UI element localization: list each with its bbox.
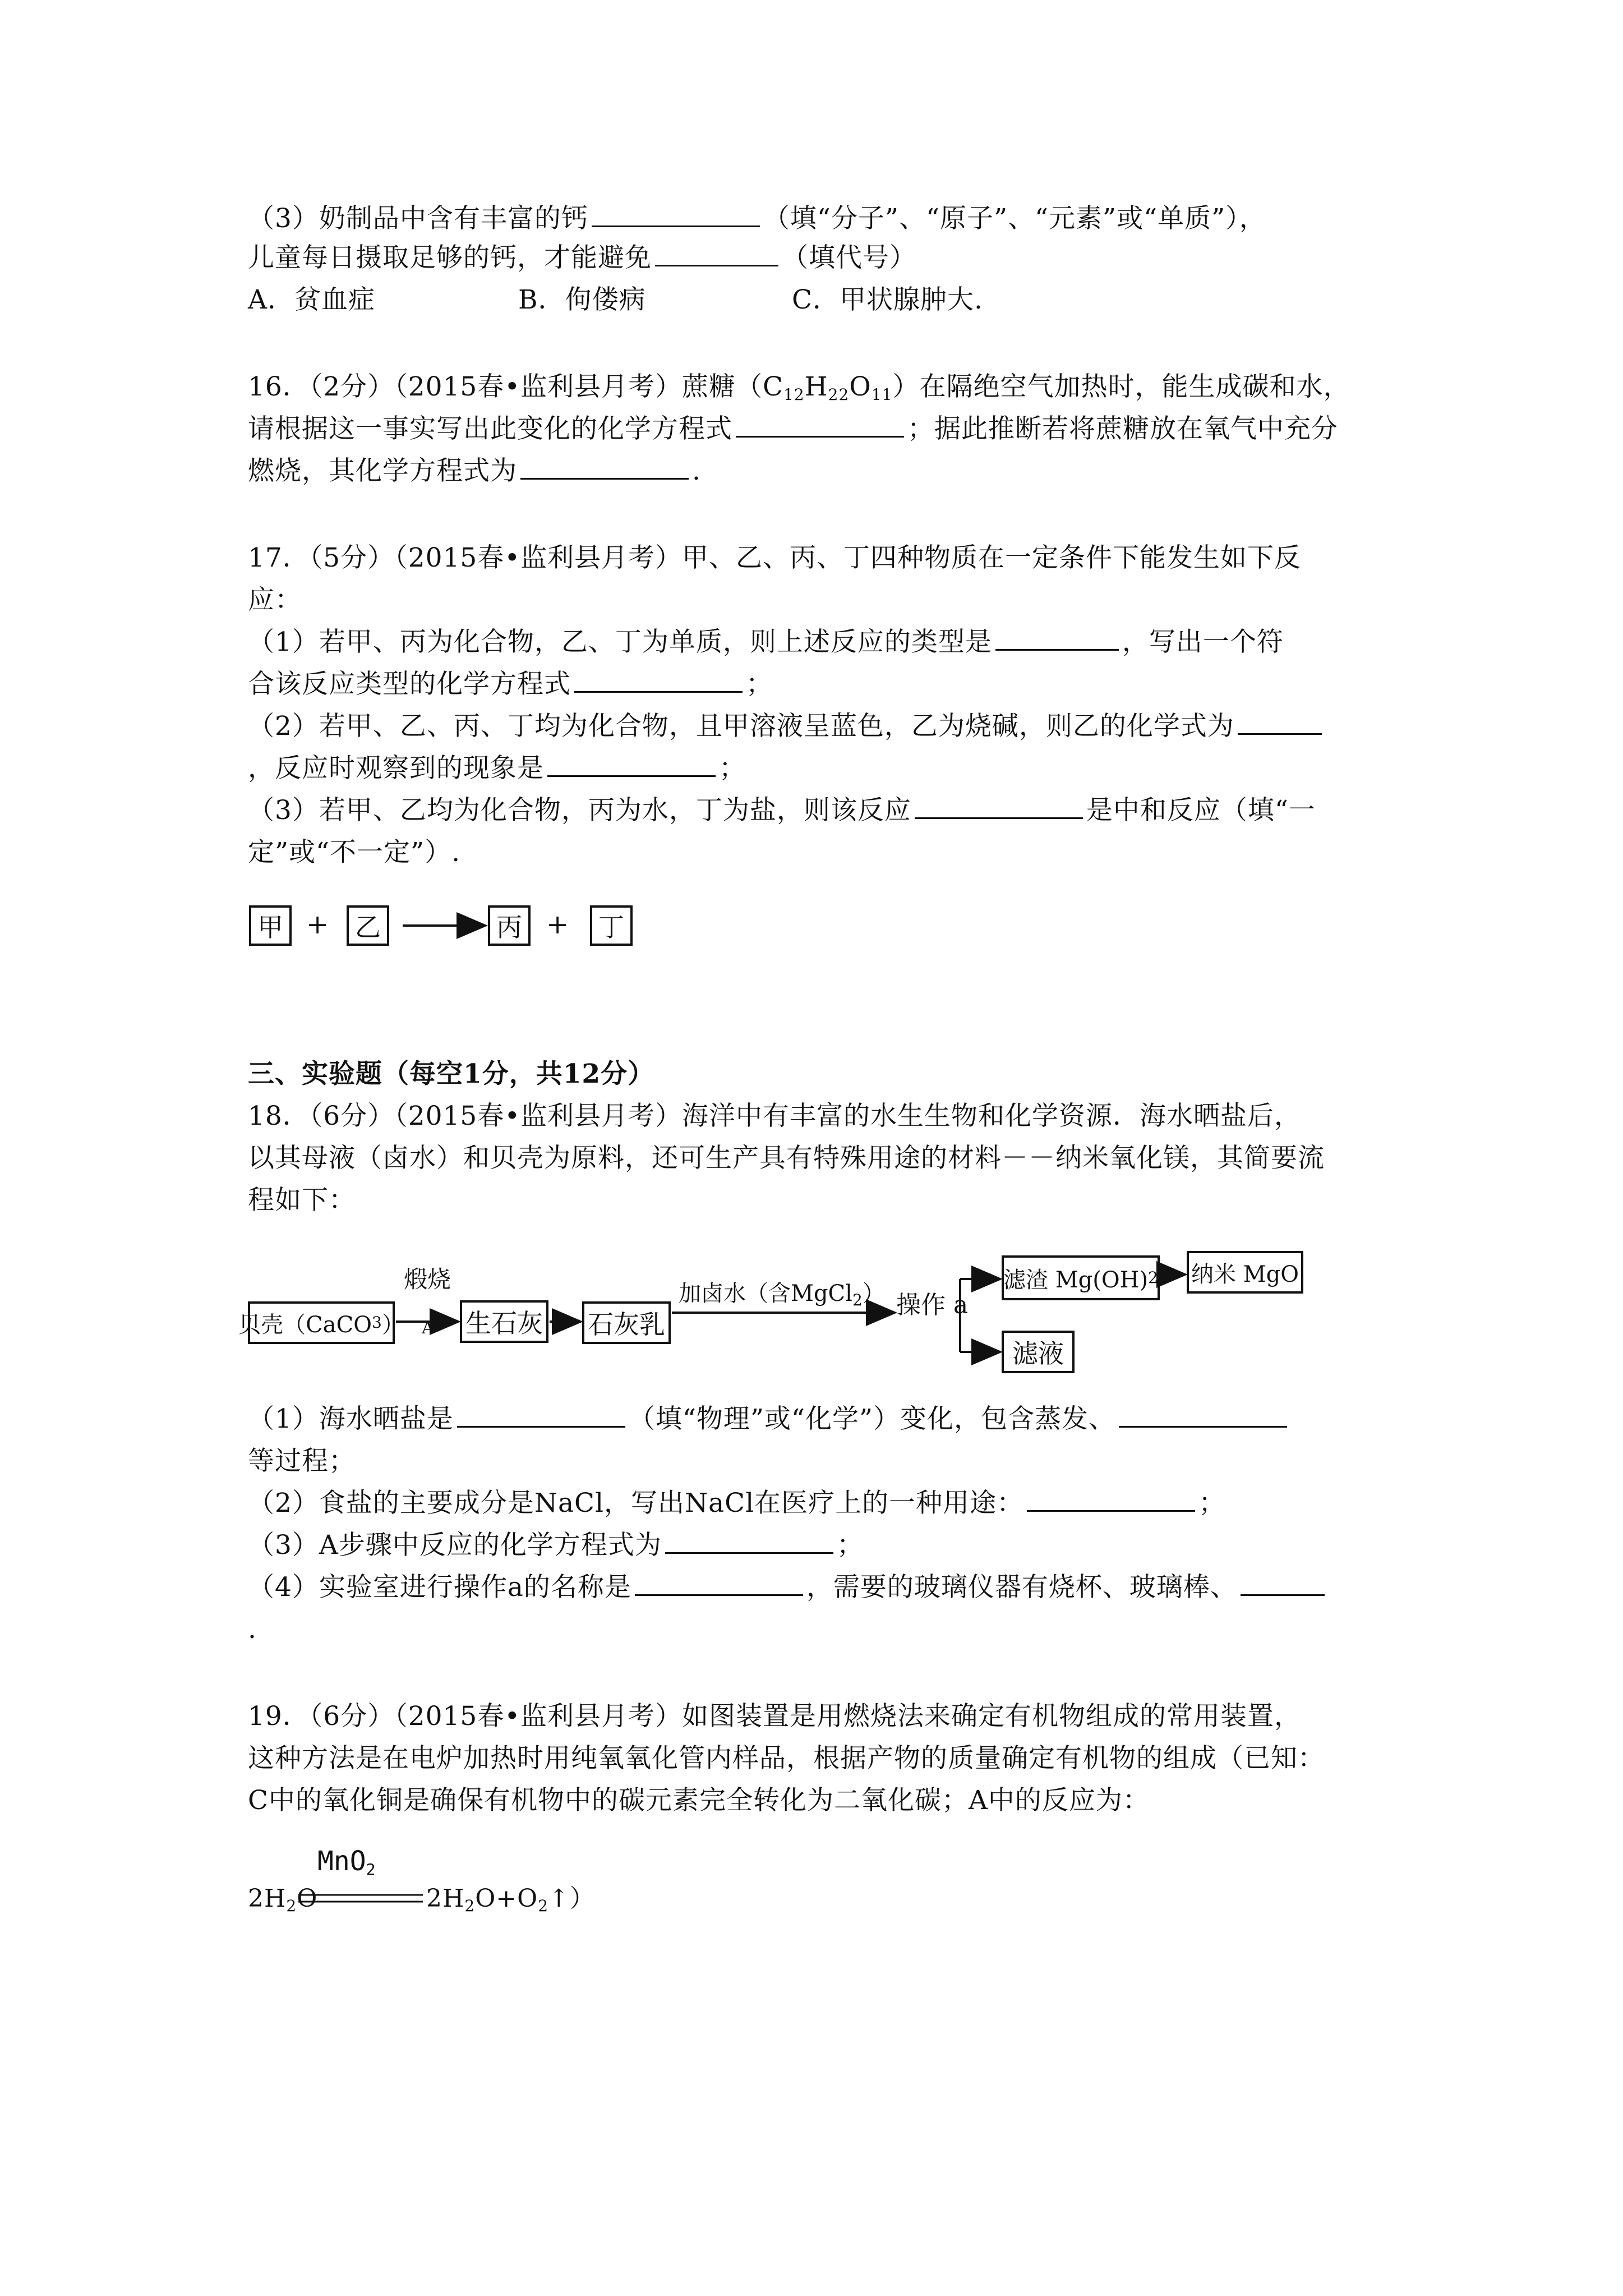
q17-text: ；: [746, 669, 773, 700]
answer-blank[interactable]: [1027, 1488, 1195, 1512]
q17-text: （1）若甲、丙为化合物，乙、丁为单质，则上述反应的类型是: [248, 627, 992, 657]
q16-text: ；据此推断若将蔗糖放在氧气中充分: [907, 413, 1338, 444]
answer-blank[interactable]: [665, 1530, 833, 1554]
box-label: 丁: [598, 912, 624, 942]
q18-text: ；: [836, 1530, 864, 1561]
q18-part4-end: .: [248, 1614, 257, 1645]
box-label: 生石灰: [465, 1308, 543, 1338]
q18-text: ，需要的玻璃仪器有烧杯、玻璃棒、: [806, 1572, 1237, 1603]
q15-text: （填代号）: [782, 242, 916, 273]
q18-text: （3）A步骤中反应的化学方程式为: [248, 1530, 662, 1561]
subscript: 12: [783, 385, 805, 404]
box-label: 丙: [496, 912, 522, 942]
answer-blank[interactable]: [1241, 1572, 1325, 1596]
q19-line3: C中的氧化铜是确保有机物中的碳元素完全转化为二氧化碳；A中的反应为：: [248, 1785, 1150, 1816]
equation-text: O+O: [475, 1884, 538, 1913]
option-c: C．甲状腺肿大.: [792, 284, 983, 315]
box-label: 乙: [355, 912, 381, 942]
q16-text: 燃烧，其化学方程式为: [248, 455, 517, 486]
subscript: 2: [852, 1291, 863, 1309]
q18-text: （4）实验室进行操作a的名称是: [248, 1572, 631, 1603]
q16-text: O: [849, 371, 872, 402]
q17-text: ，反应时观察到的现象是: [248, 753, 544, 784]
answer-blank[interactable]: [635, 1572, 803, 1596]
q16-text: .: [692, 455, 701, 486]
q16-text: H: [804, 371, 828, 402]
q17-line8: 定”或“不一定”）.: [248, 837, 461, 868]
q18-part1-line1: [248, 1402, 1290, 1436]
equation-text: O: [297, 1884, 318, 1913]
answer-blank[interactable]: [457, 1404, 625, 1428]
subscript: 2: [286, 1897, 297, 1915]
q17-text: ，写出一个符: [1122, 627, 1284, 657]
q18-part4: [248, 1571, 1328, 1604]
q17-text: 是中和反应（填“一: [1086, 795, 1316, 826]
q18-text: （2）食盐的主要成分是NaCl，写出NaCl在医疗上的一种用途：: [248, 1488, 1024, 1519]
shell-box: 贝壳（CaCO 3 ）: [248, 1301, 395, 1344]
q18-text: （填“物理”或“化学”）变化，包含蒸发、: [628, 1404, 1116, 1434]
q15-text: （3）奶制品中含有丰富的钙: [248, 203, 588, 234]
box-label: ）: [381, 1312, 404, 1338]
equation-text: 2H: [426, 1884, 465, 1913]
subscript: 22: [828, 385, 850, 404]
q16-text: 16．（2分）（2015春•监利县月考）蔗糖（C: [248, 371, 784, 402]
box-label: 甲: [257, 912, 283, 942]
subscript: 2: [366, 1860, 376, 1879]
equation-left: [248, 1882, 317, 1916]
q18-line2: 以其母液（卤水）和贝壳为原料，还可生产具有特殊用途的材料－－纳米氧化镁，其简要流: [248, 1143, 1325, 1174]
q17-text: （3）若甲、乙均为化合物，丙为水，丁为盐，则该反应: [248, 795, 911, 826]
q18-part3: [248, 1529, 864, 1562]
q18-part1-line2: 等过程；: [248, 1446, 356, 1476]
subscript: 2: [464, 1897, 476, 1915]
q16-text: ）在隔绝空气加热时，能生成碳和水，: [892, 371, 1350, 402]
q17-line2: 应：: [248, 585, 302, 615]
brine-text: ）: [862, 1281, 885, 1306]
equation-text: 2H: [248, 1884, 287, 1913]
plus-sign: +: [546, 909, 569, 940]
catalyst-text: MnO: [317, 1846, 366, 1877]
box-label: 贝壳（CaCO: [238, 1312, 372, 1338]
answer-blank[interactable]: [1119, 1404, 1287, 1428]
q15-text: （填“分子”、“原子”、“元素”或“单质”），: [763, 203, 1266, 234]
q18-part2: [248, 1487, 1225, 1520]
q18-line1: 18．（6分）（2015春•监利县月考）海洋中有丰富的水生生物和化学资源．海水晒盐后，: [248, 1101, 1302, 1131]
equation-text: ↑）: [548, 1884, 595, 1913]
option-a: A．贫血症: [248, 284, 375, 315]
q18-text: ；: [1198, 1488, 1226, 1519]
q18-text: （1）海水晒盐是: [248, 1404, 454, 1434]
q16-text: 请根据这一事实写出此变化的化学方程式: [248, 413, 732, 444]
q17-text: （2）若甲、乙、丙、丁均为化合物，且甲溶液呈蓝色，乙为烧碱，则乙的化学式为: [248, 711, 1234, 742]
q19-line1: 19．（6分）（2015春•监利县月考）如图装置是用燃烧法来确定有机物组成的常用装置，: [248, 1701, 1302, 1732]
step-a-label: A: [422, 1318, 434, 1338]
q17-text: ；: [719, 753, 746, 784]
q15-text: 儿童每日摄取足够的钙，才能避免: [248, 242, 652, 273]
box-label: 滤渣 Mg(OH): [1003, 1267, 1149, 1293]
subscript: 2: [538, 1897, 549, 1915]
box-label: 纳米 MgO: [1191, 1261, 1299, 1287]
q19-line2: 这种方法是在电炉加热时用纯氧氧化管内样品，根据产物的质量确定有机物的组成（已知：: [248, 1743, 1325, 1774]
residue-box: 滤渣 Mg(OH) 2: [1002, 1255, 1160, 1300]
subscript: 11: [871, 385, 893, 404]
catalyst-label: [317, 1846, 376, 1877]
plus-sign: +: [306, 909, 329, 940]
operation-a-label: 操作 a: [896, 1291, 969, 1319]
calcine-label: 煅烧: [404, 1266, 451, 1293]
q17-line1: 17．（5分）（2015春•监利县月考）甲、乙、丙、丁四种物质在一定条件下能发生如下反: [248, 542, 1302, 573]
equation-right: [426, 1882, 595, 1916]
option-b: B．佝偻病: [518, 284, 646, 315]
box-label: 石灰乳: [588, 1309, 665, 1340]
brine-text: 加卤水（含MgCl: [679, 1281, 852, 1306]
q17-text: 合该反应类型的化学方程式: [248, 669, 571, 700]
section-heading: 三、实验题（每空1分，共12分）: [248, 1059, 655, 1089]
q18-line3: 程如下：: [248, 1185, 356, 1216]
box-label: 滤液: [1012, 1338, 1064, 1369]
